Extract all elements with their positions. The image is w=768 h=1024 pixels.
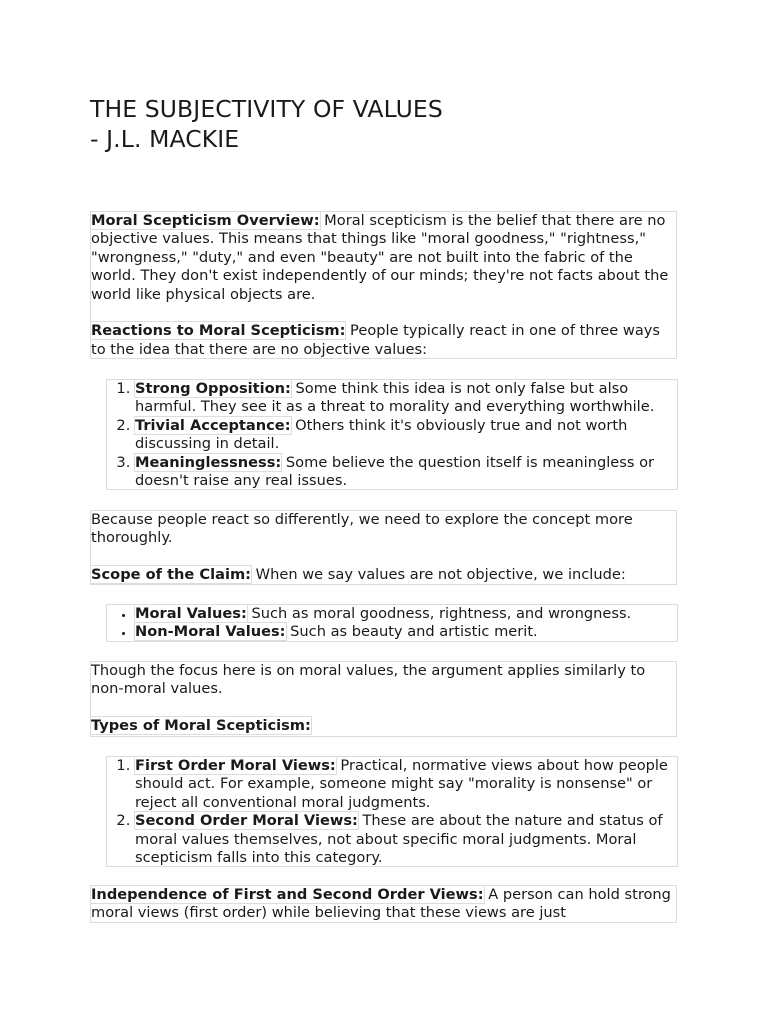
list-item-label: Strong Opposition: <box>135 380 291 397</box>
reactions-list-box <box>106 379 678 490</box>
title-line-1: THE SUBJECTIVITY OF VALUES <box>90 95 443 123</box>
list-item <box>135 417 677 454</box>
scope-text: When we say values are not objective, we include: <box>251 566 626 584</box>
list-item-text: Others think it's obviously true and not worth discussing in detail. <box>135 416 628 453</box>
independence-label: Independence of First and Second Order Views: <box>91 886 484 903</box>
types-label: Types of Moral Scepticism: <box>91 717 311 735</box>
list-item <box>135 623 677 641</box>
list-item <box>135 605 677 623</box>
reactions-label: Reactions to Moral Scepticism: <box>91 322 346 340</box>
list-item <box>135 757 677 812</box>
list-item-label: Trivial Acceptance: <box>135 416 291 434</box>
list-item-text: Such as beauty and artistic merit. <box>285 623 538 641</box>
text-block-scope <box>90 510 677 585</box>
list-item <box>135 380 677 417</box>
reactions-list <box>107 380 677 490</box>
scope-list-box <box>106 604 678 642</box>
list-item-text: Such as moral goodness, rightness, and wrongness. <box>246 605 632 622</box>
explore-paragraph: Because people react so differently, we need to explore the concept more thoroughly. <box>91 511 633 547</box>
list-item-text: Practical, normative views about how people should act. For example, someone might say "morality is nonsense" or reject all conventional moral judgments. <box>135 757 668 811</box>
list-item <box>135 454 677 491</box>
independence-text: A person can hold strong moral views (first order) while believing that these views are just <box>91 886 671 922</box>
list-item-label: Non-Moral Values: <box>135 623 286 641</box>
text-block-overview <box>90 211 677 359</box>
list-item-label: First Order Moral Views: <box>135 757 336 774</box>
focus-paragraph: Though the focus here is on moral values, the argument applies similarly to non-moral values. <box>91 662 646 698</box>
document-title <box>90 94 443 154</box>
scope-label: Scope of the Claim: <box>91 566 252 584</box>
list-item-text: Some believe the question itself is meaningless or doesn't raise any real issues. <box>135 453 655 490</box>
overview-paragraph <box>91 212 676 304</box>
overview-text: Moral scepticism is the belief that there are no objective values. This means that things like "moral goodness," "rightness," "wrongness," "duty," and even "beauty" are not built into the fabric of the world. They don't exist independently of our minds; they're not facts about the world like physical objects are. <box>91 212 669 303</box>
list-item <box>135 812 677 867</box>
text-block-independence <box>90 885 677 923</box>
reactions-paragraph <box>91 322 676 359</box>
title-line-2: - J.L. MACKIE <box>90 125 240 153</box>
reactions-text: People typically react in one of three ways to the idea that there are no objective values: <box>91 322 661 358</box>
list-item-text: These are about the nature and status of moral values themselves, not about specific moral judgments. Moral scepticism falls into this category. <box>135 812 663 867</box>
independence-paragraph <box>91 886 676 923</box>
list-item-label: Meaninglessness: <box>135 453 282 471</box>
list-item-label: Moral Values: <box>135 605 247 622</box>
list-item-text: Some think this idea is not only false but also harmful. They see it as a threat to morality and everything worthwhile. <box>135 380 655 416</box>
scope-list <box>107 605 677 642</box>
list-item-label: Second Order Moral Views: <box>135 812 358 830</box>
types-list <box>107 757 677 867</box>
overview-label: Moral Scepticism Overview: <box>91 212 320 229</box>
text-block-types <box>90 661 677 737</box>
types-list-box <box>106 756 678 867</box>
scope-paragraph <box>91 566 676 584</box>
types-paragraph <box>91 717 676 735</box>
